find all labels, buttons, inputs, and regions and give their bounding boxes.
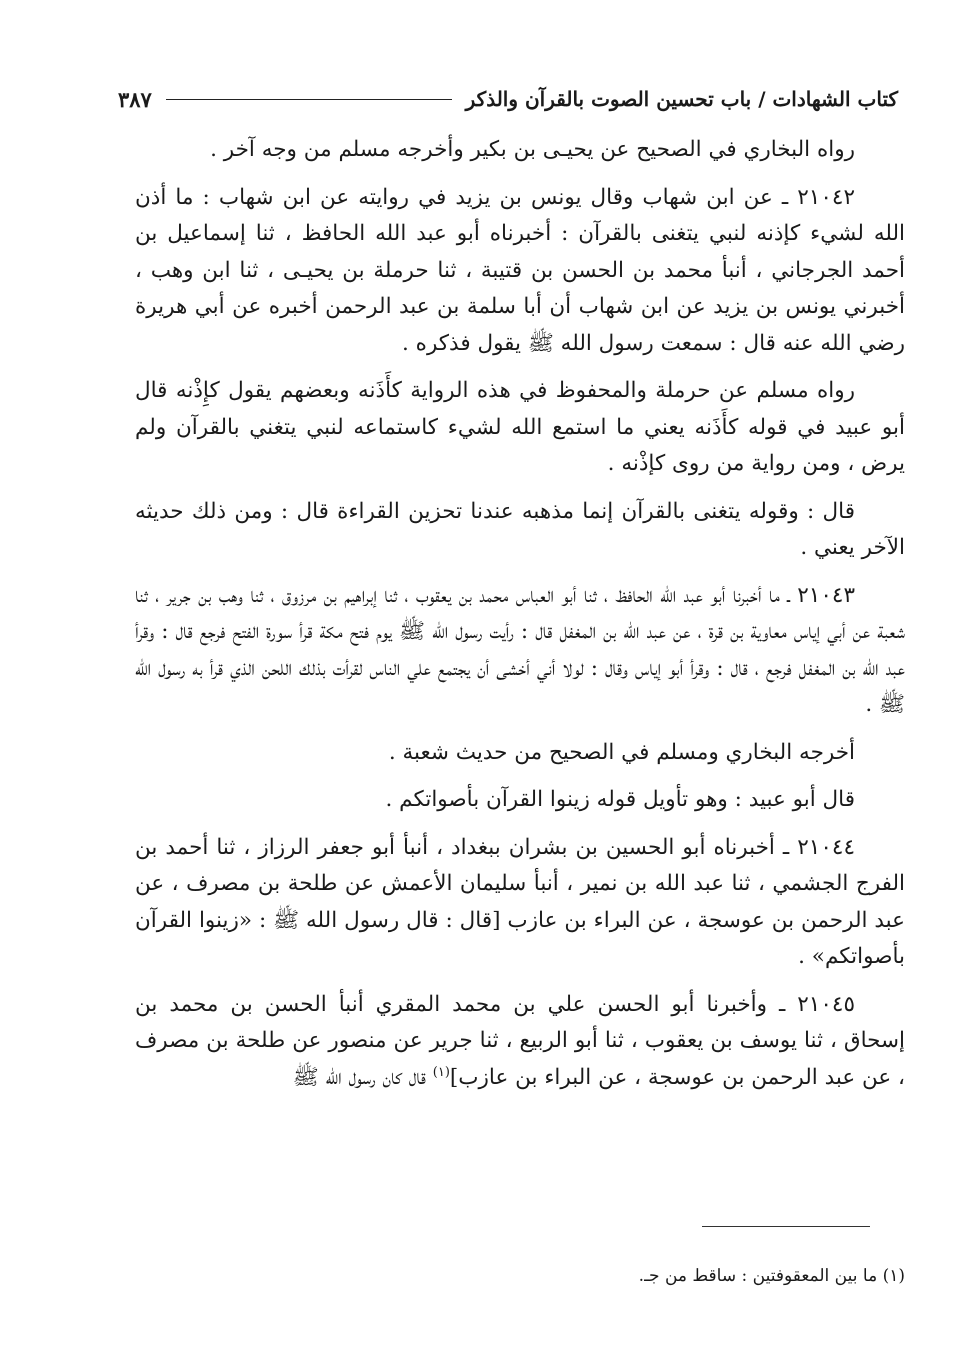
hadith-21045 (135, 987, 905, 1097)
page-header (118, 82, 898, 116)
main-text (135, 132, 905, 1107)
hadith-21042: ٢١٠٤٢ ـ عن ابن شهاب وقال يونس بن يزيد في روايته عن ابن شهاب : ما أذن الله لشيء كإذنه لنبي يتغنى بالقرآن : أخبرناه أبو عبد الله الحافظ ، ثنا إسماعيل بن أحمد الجرجاني ، أنبأ محمد بن الحسن بن قتيبة ، ثنا حرملة بن يحيـى ، ثنا ابن وهب ، أخبرني يونس بن يزيد عن ابن شهاب أن أبا سلمة بن عبد الرحمن أخبره عن أبي هريرة رضي الله عنه قال : سمعت رسول الله ﷺ يقول فذكره . (135, 184, 906, 356)
hadith-21045-text: ٢١٠٤٥ ـ وأخبرنا أبو الحسن علي بن محمد المقري أنبأ الحسن بن محمد بن إسحاق ، ثنا يوسف بن يعقوب ، ثنا أبو الربيع ، ثنا جرير عن منصور عن طلحة بن مصرف ، عن عبد الرحمن بن عوسجة ، عن البراء بن عازب] (135, 991, 905, 1090)
paragraph: أخرجه البخاري ومسلم في الصحيح من حديث شعبة . (388, 739, 855, 765)
paragraph: رواه مسلم عن حرملة والمحفوظ في هذه الرواية كأَذَنه وبعضهم يقول كإِذْنه قال أبو عبيد في قوله كأَذَنه يعني ما استمع الله لشيء كاستماعه لنبي يتغني بالقرآن ولم يرض ، ومن رواية من روى كإذْنه . (135, 378, 905, 476)
running-title: كتاب الشهادات / باب تحسين الصوت بالقرآن والذكر (465, 87, 898, 111)
hadith-21043: ٢١٠٤٣ ـ ما أخبرنا أبو عبد الله الحافظ ، ثنا أبو العباس محمد بن يعقوب ، ثنا إبراهيم بن مرزوق ، ثنا وهب بن جرير ، ثنا شعبة عن أبي إياس معاوية بن قرة ، عن عبد الله بن المغفل قال : رأيت رسول الله ﷺ يوم فتح مكة قرأ سورة الفتح فرجع قال : وقرأ عبد الله بن المغفل فرجع ، قال : وقرأ أبو إياس وقال : لولا أني أخشى أن يجتمع علي الناس لقرأت بذلك اللحن الذي قرأ به رسول الله ﷺ . (135, 582, 905, 717)
page-number: ٣٨٧ (118, 86, 152, 112)
paragraph: رواه البخاري في الصحيح عن يحيـى بن بكير وأخرجه مسلم من وجه آخر . (210, 137, 855, 162)
hadith-21044: ٢١٠٤٤ ـ أخبرناه أبو الحسين بن بشران ببغداد ، أنبأ أبو جعفر الرزاز ، ثنا أحمد بن الفرج الجشمي ، ثنا عبد الله بن نمير ، أنبأ سليمان الأعمش عن طلحة بن مصرف ، عن عبد الرحمن بن عوسجة ، عن البراء بن عازب [قال : قال رسول الله ﷺ : «زينوا القرآن بأصواتكم» . (135, 834, 905, 969)
paragraph: قال : وقوله يتغنى بالقرآن إنما مذهبه عندنا تحزين القراءة قال : ومن ذلك حديثه الآخر يعني . (135, 498, 905, 560)
footnote-separator (702, 1226, 870, 1227)
paragraph: قال أبو عبيد : وهو تأويل قوله زينوا القرآن بأصواتكم . (385, 787, 855, 812)
header-rule (166, 99, 452, 100)
hadith-21045-continuation: قال كان رسول الله ﷺ (292, 1064, 426, 1090)
footnote: (١) ما بين المعقوفتين : ساقط من جـ. (638, 1266, 905, 1286)
footnote-reference: (١) (432, 1064, 450, 1080)
